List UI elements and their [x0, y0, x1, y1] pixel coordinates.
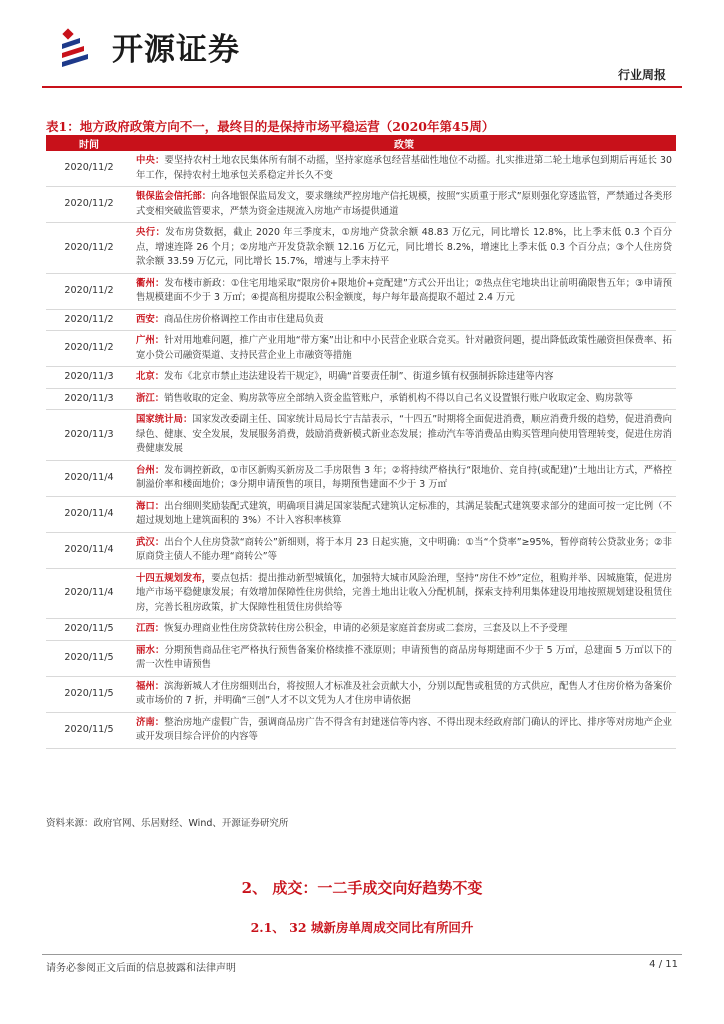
row-date: 2020/11/3	[46, 367, 132, 389]
table-row	[46, 676, 676, 712]
policy-issuer: 海口：	[136, 500, 165, 512]
policy-issuer: 央行：	[136, 227, 166, 238]
policy-text: 发布房贷数据，截止 2020 年三季度末，①房地产贷款余额 48.83 万亿元，同比增长 12.8%，比上季末低 0.3 个百分点，增速连降 26 个月；②房地产开发贷款余额 12.16 万亿元，同比增长 8.2%，增速比上季末低 0.3 个百分点；③个人住房贷款余额 33.59 万亿元，同比增长 15.7%，增速与上季末持平	[136, 227, 672, 267]
row-date: 2020/11/2	[46, 309, 132, 331]
table-title: 表1：地方政府政策方向不一，最终目的是保持市场平稳运营（2020年第45周）	[46, 119, 495, 134]
row-policy	[132, 367, 676, 389]
policy-issuer: 衢州：	[136, 277, 165, 289]
footer-disclaimer: 请务必参阅正文后面的信息披露和法律声明	[46, 963, 236, 974]
policy-issuer: 武汉：	[136, 536, 165, 548]
policy-issuer: 台州：	[136, 464, 165, 476]
row-policy	[132, 309, 676, 331]
table-header-row	[46, 135, 676, 151]
policy-text: 发布楼市新政：①住宅用地采取“限房价+限地价+竞配建”方式公开出让；②热点住宅地块出让前明确限售五年；③申请预售规模建面不少于 3 万㎡；④提高租房提取公积金额度，每户每年最高提取不超过 2.4 万元	[136, 277, 672, 303]
row-policy	[132, 619, 676, 641]
table-row	[46, 223, 676, 274]
table-row	[46, 273, 676, 309]
row-policy	[132, 460, 676, 496]
policy-text: 滨海新城人才住房细则出台，将按照人才标准及社会贡献大小，分别以配售或租赁的方式供应，配售人才住房价格为备案价或市场价的 7 折，并明确“三创”人才不以文凭为人才住房申请依据	[136, 680, 672, 706]
kaiyuan-logo-icon	[58, 24, 102, 68]
row-policy	[132, 410, 676, 461]
row-date: 2020/11/2	[46, 187, 132, 223]
table-row	[46, 619, 676, 641]
policy-text: 销售收取的定金、购房款等应全部纳入资金监管账户，承销机构不得以自己名义设置银行账户收取定金、购房款等	[164, 392, 633, 404]
row-date: 2020/11/5	[46, 676, 132, 712]
row-policy	[132, 640, 676, 676]
table-row	[46, 712, 676, 748]
policy-issuer: 福州：	[136, 680, 165, 692]
report-type-label: 行业周报	[617, 68, 666, 82]
logo-text: 开源证券	[112, 31, 240, 68]
policy-issuer: 广州：	[136, 335, 165, 346]
row-policy	[132, 568, 676, 619]
header-divider	[42, 86, 682, 88]
table-row	[46, 460, 676, 496]
row-policy	[132, 532, 676, 568]
policy-text: 要坚持农村土地农民集体所有制不动摇，坚持家庭承包经营基础性地位不动摇。扎实推进第二轮土地承包到期后再延长 30 年工作，保持农村土地承包关系稳定并长久不变	[136, 155, 672, 181]
table-row	[46, 187, 676, 223]
table-row	[46, 568, 676, 619]
table-row	[46, 410, 676, 461]
policy-issuer: 十四五规划发布，	[136, 572, 212, 584]
company-logo	[58, 24, 240, 68]
row-policy	[132, 388, 676, 410]
table-row	[46, 532, 676, 568]
table-source: 资料来源：政府官网、乐居财经、Wind、开源证券研究所	[46, 818, 289, 829]
policy-text: 商品住房价格调控工作由市住建局负责	[164, 313, 324, 325]
row-date: 2020/11/2	[46, 151, 132, 187]
policy-text: 国家发改委副主任、国家统计局局长宁吉喆表示，“十四五”时期将全面促进消费，顺应消费升级的趋势，促进消费向绿色、健康、安全发展，发展服务消费，鼓励消费新模式新业态发展；推动汽车等消费品由购买管理向使用管理转变，促进住房消费健康发展	[136, 414, 672, 454]
policy-text: 发布《北京市禁止违法建设若干规定》，明确“首要责任制”、街道乡镇有权强制拆除违建等内容	[164, 371, 554, 382]
row-policy	[132, 273, 676, 309]
row-policy	[132, 223, 676, 274]
policy-issuer: 银保监会信托部：	[136, 191, 212, 202]
policy-issuer: 浙江：	[136, 392, 165, 404]
row-policy	[132, 496, 676, 532]
row-date: 2020/11/5	[46, 640, 132, 676]
policy-issuer: 丽水：	[136, 644, 165, 656]
policy-issuer: 济南：	[136, 716, 165, 728]
row-date: 2020/11/4	[46, 460, 132, 496]
row-date: 2020/11/4	[46, 568, 132, 619]
subsection-heading: 2.1、 32 城新房单周成交同比有所回升	[250, 920, 474, 935]
row-date: 2020/11/5	[46, 712, 132, 748]
policy-text: 向各地银保监局发文，要求继续严控房地产信托规模，按照“实质重于形式”原则强化穿透监管，严禁通过各类形式变相突破监管要求，严禁为资金违规流入房地产市场提供通道	[136, 191, 672, 217]
policy-text: 整治房地产虚假广告，强调商品房广告不得含有封建迷信等内容、不得出现未经政府部门确认的评比、排序等对房地产企业或开发项目综合评价的内容等	[136, 716, 672, 742]
section-heading: 2、 成交：一二手成交向好趋势不变	[241, 879, 483, 897]
policy-issuer: 国家统计局：	[136, 414, 193, 425]
row-policy	[132, 187, 676, 223]
row-date: 2020/11/2	[46, 273, 132, 309]
table-row	[46, 388, 676, 410]
row-policy	[132, 712, 676, 748]
page-number: 4 / 11	[649, 959, 678, 970]
table-row	[46, 309, 676, 331]
policy-table	[46, 135, 676, 749]
row-date: 2020/11/5	[46, 619, 132, 641]
column-header-date: 时间	[46, 135, 132, 151]
policy-text: 要点包括：提出推动新型城镇化，加强特大城市风险治理，坚持“房住不炒”定位，租购并举、因城施策，促进房地产市场平稳健康发展；有效增加保障性住房供给，完善土地出让收入分配机制，探索支持利用集体建设用地按照规划建设租赁住房，完善长租房政策，扩大保障性租赁住房供给等	[136, 572, 672, 613]
row-policy	[132, 151, 676, 187]
policy-text: 分期预售商品住宅严格执行预售备案价格续推不涨原则；申请预售的商品房每期建面不少于 5 万㎡，总建面 5 万㎡以下的需一次性申请预售	[136, 644, 672, 670]
row-date: 2020/11/2	[46, 223, 132, 274]
row-policy	[132, 331, 676, 367]
policy-issuer: 西安：	[136, 313, 165, 325]
table-row	[46, 331, 676, 367]
policy-issuer: 江西：	[136, 623, 165, 634]
policy-issuer: 中央：	[136, 155, 165, 166]
policy-text: 发布调控新政，①市区新购买新房及二手房限售 3 年；②将持续严格执行“限地价、竞自持(或配建)”土地出让方式，严格控制溢价率和楼面地价；③分期申请预售的项目，每期预售建面不少于 3 万㎡	[136, 464, 672, 490]
row-date: 2020/11/3	[46, 388, 132, 410]
table-row	[46, 367, 676, 389]
column-header-policy: 政策	[132, 135, 676, 151]
policy-text: 恢复办理商业性住房贷款转住房公积金，申请的必须是家庭首套房或二套房，三套及以上不予受理	[164, 623, 568, 634]
policy-issuer: 北京：	[136, 371, 165, 382]
policy-text: 出台细则奖励装配式建筑，明确项目满足国家装配式建筑认定标准的，其满足装配式建筑要求部分的建面可按一定比例（不超过规划地上建筑面积的 3%）不计入容积率核算	[136, 500, 672, 526]
policy-text: 针对用地难问题，推广产业用地“带方案”出让和中小民营企业联合竞买。针对融资问题，提出降低政策性融资担保费率、拓宽小贷公司融资渠道、支持民营企业上市融资等措施	[136, 335, 672, 361]
row-date: 2020/11/2	[46, 331, 132, 367]
row-date: 2020/11/4	[46, 496, 132, 532]
table-row	[46, 496, 676, 532]
policy-table-body	[46, 151, 676, 748]
policy-text: 出台个人住房贷款“商转公”新细则，将于本月 23 日起实施，文中明确：①当“个贷率”≥95%，暂停商转公贷款业务；②非原商贷主债人不能办理“商转公”等	[136, 536, 672, 562]
row-date: 2020/11/3	[46, 410, 132, 461]
row-policy	[132, 676, 676, 712]
footer-divider	[42, 954, 682, 955]
table-row	[46, 640, 676, 676]
table-row	[46, 151, 676, 187]
row-date: 2020/11/4	[46, 532, 132, 568]
